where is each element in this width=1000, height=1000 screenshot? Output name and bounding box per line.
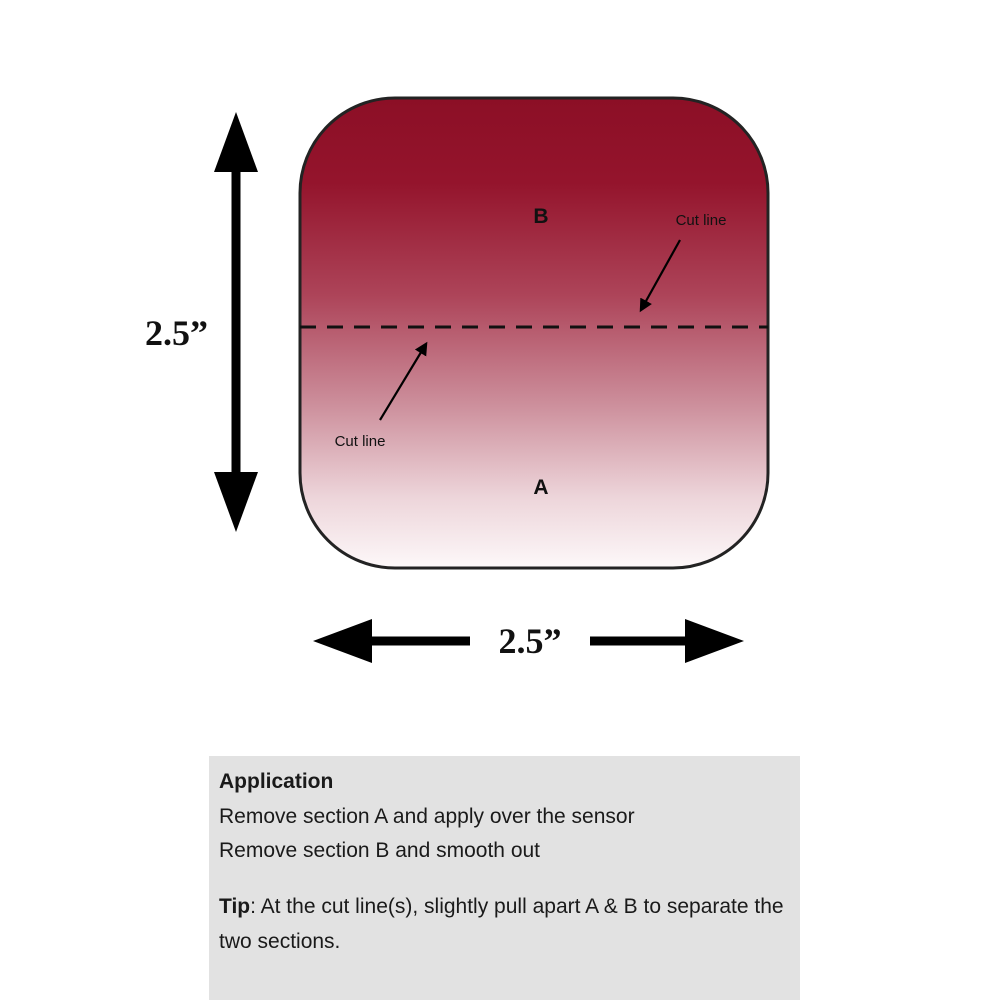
section-label-a: A	[533, 476, 549, 499]
height-dimension-arrow	[214, 112, 258, 532]
height-dimension-label: 2.5”	[145, 313, 208, 353]
cut-line-label-top: Cut line	[675, 212, 727, 229]
application-title: Application	[219, 770, 334, 793]
application-step-2: Remove section B and smooth out	[219, 839, 541, 863]
width-dimension-label: 2.5”	[498, 621, 562, 661]
application-spacer	[219, 868, 800, 890]
application-step-1: Remove section A and apply over the sensor	[219, 805, 635, 828]
cut-line-label-bottom: Cut line	[334, 433, 386, 450]
section-label-b: B	[533, 205, 549, 228]
tip-label: Tip	[219, 895, 251, 919]
application-panel	[209, 756, 800, 1000]
application-tip	[219, 890, 800, 958]
tip-text: : At the cut line(s), slightly pull apart A & B to separate the two sections.	[219, 895, 784, 953]
